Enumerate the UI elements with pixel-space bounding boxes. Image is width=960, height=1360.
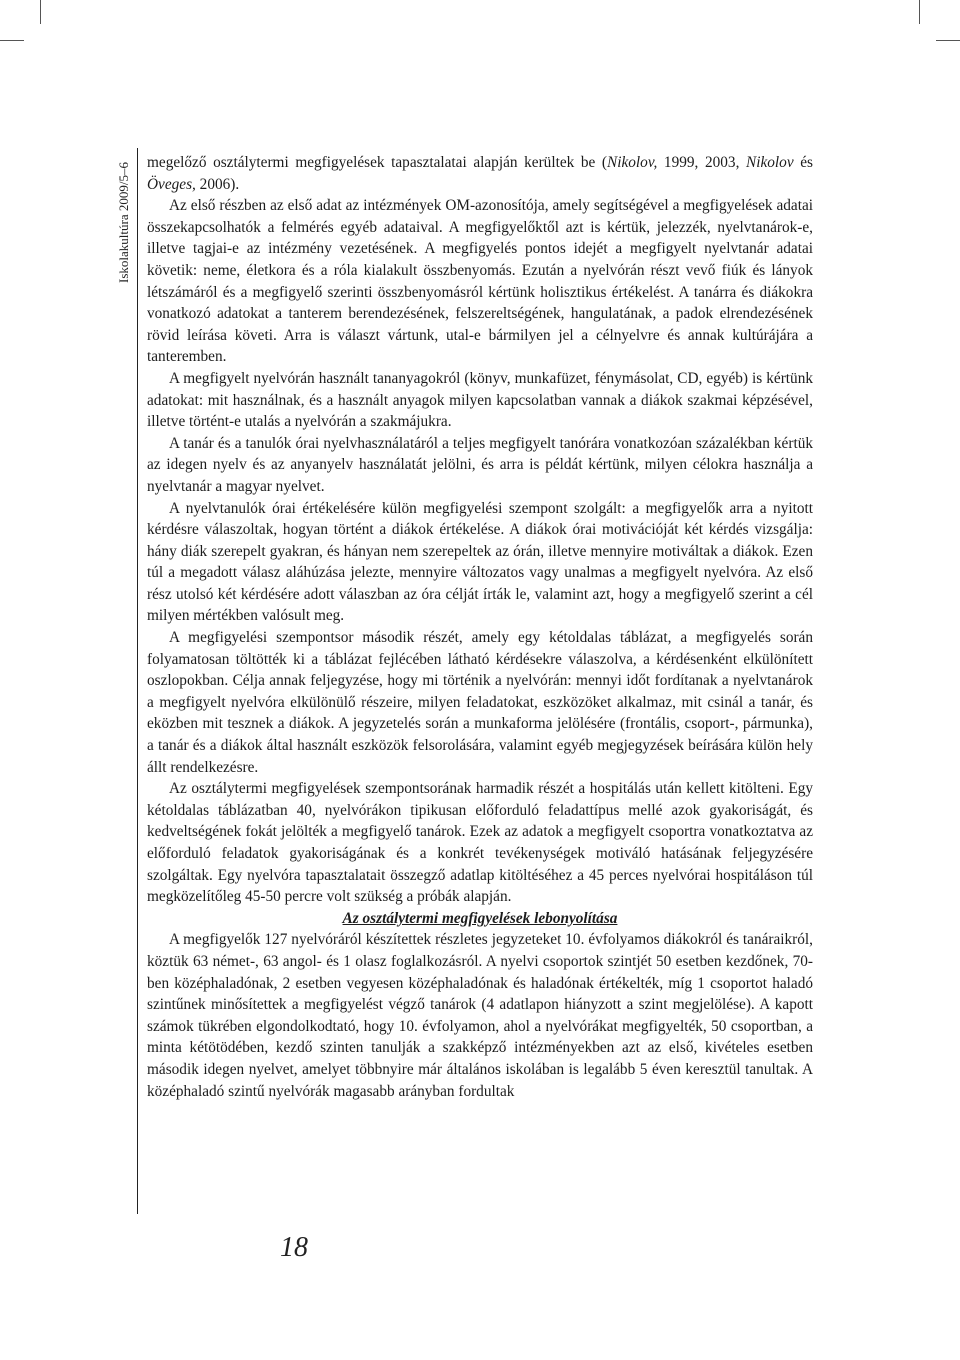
paragraph: megelőző osztálytermi megfigyelések tapasztalatai alapján kerültek be (Nikolov, 1999, 2003, Nikolov és Öveges, 2006). xyxy=(147,154,813,193)
crop-mark-top-right-vertical xyxy=(919,0,920,24)
running-head: Iskolakultúra 2009/5–6 xyxy=(116,162,131,283)
paragraph: A megfigyelők 127 nyelvóráról készítettek részletes jegyzeteket 10. évfolyamos diákokról és tanáraikról, köztük 63 német-, 63 angol- és 1 olasz foglalkozásról. A nyelvi csoportok szintjét 50 esetben kezdőnek, 70-ben középhaladónak, 2 esetben vegyesen középhaladónak és haladónak értékelték, míg 1 csoportot haladó szintűnek minősítettek a megfigyelést végző tanárok (4 adatlapon hiányzott a szint megjelölése). A kapott számok tükrében elgondolkodtató, hogy 10. évfolyamon, ahol a nyelvórákat megfigyelték, 50 csoportban, a minta kétötödében, kezdő szinten tanulják a szakképző intézményekben azt az első, kivételes esetben második idegen nyelvet, amelyet többnyire már általános iskolában is legalább 5 éven keresztül tanultak. A középhaladó szintű nyelvórák magasabb arányban fordultak xyxy=(147,931,813,1100)
page-number: 18 xyxy=(280,1232,308,1263)
paragraph: A tanár és a tanulók órai nyelvhasználatáról a teljes megfigyelt tanórára vonatkozóan százalékban kértük az idegen nyelv és az anyanyelv használatát jelölni, és arra is példát kértünk, milyen célokra használja a nyelvtanár a magyar nyelvet. xyxy=(147,434,813,495)
section-heading: Az osztálytermi megfigyelések lebonyolítása xyxy=(342,909,618,927)
margin-rule xyxy=(137,148,138,1214)
paragraph: A megfigyelési szempontsor második részét, amely egy kétoldalas táblázat, a megfigyelés során folyamatosan töltötték ki a táblázat fejlécében látható kérdésekre válaszolva, a kérdésenként elkülönített oszlopokban. Célja annak feljegyzése, hogy mi történik a nyelvórán: mennyi időt fordítanak a nyelvtanárok a megfigyelt nyelvóra elkülönülő részeire, milyen feladatokat, eszközöket alkalmaz, mit csinál a tanár, és eközben mit tesznek a diákok. A jegyzetelés során a munkaforma jelölésére (frontális, csoport-, pármunka), a tanár és a diákok által használt eszközök felsorolására, valamint egyéb megjegyzések beírására külön hely állt rendelkezésre. xyxy=(147,629,813,776)
paragraph: Az osztálytermi megfigyelések szempontsorának harmadik részét a hospitálás után kellett kitölteni. Egy kétoldalas táblázatban 40, nyelvórákon tipikusan előforduló feladattípus mellé azok gyakoriságát, és kedveltségének fokát jelölték a megfigyelő tanárok. Ezek az adatok a megfigyelt csoportra vonatkoztatva az előforduló feladatok gyakoriságának és a konkrét tevékenységek motiváló hatásának feljegyzésére szolgáltak. Egy nyelvóra tapasztalatait összegző adatlap kitöltéséhez a 45 perces nyelvórai hospitáláson túl megközelítőleg 45-50 percre volt szükség a próbák alapján. xyxy=(147,780,813,906)
article-body xyxy=(147,152,813,1102)
paragraph: Az első részben az első adat az intézmények OM-azonosítója, amely segítségével a megfigyelések adatai összekapcsolhatók a felmérés egyéb adataival. A megfigyelőktől azt is kértük, jelezzék, nyelvtanárok-e, illetve tagjai-e az intézmény vezetésének. A megfigyelés pontos idejét a megfigyelt nyelvtanár adatai követik: neme, életkora és a róla kialakult összbenyomás. Ezután a nyelvórán részt vevő fiúk és lányok létszámáról és a megfigyelő szerinti összbenyomásról kértünk holisztikus értékelést. A tanárra és diákokra vonatkozó adatokat a tanterem berendezésének, felszereltségének, hangulatának, a padok elrendezésének rövid leírása követi. Arra is választ vártunk, utal-e bármilyen jel a célnyelvre és annak kultúrájára a tanteremben. xyxy=(147,197,813,366)
crop-mark-top-right-horizontal xyxy=(936,40,960,41)
crop-mark-top-left-vertical xyxy=(40,0,41,24)
paragraph: A nyelvtanulók órai értékelésére külön megfigyelési szempont szolgált: a megfigyelők arra a nyitott kérdésre válaszoltak, hogyan történt a diákok értékelése. A diákok órai motivációját két kérdés vizsgálja: hány diák szerepelt gyakran, és hányan nem szerepeltek az órán, illetve mennyire motiváltak a diákok. Ezen túl a megadott válasz aláhúzása jelezte, mennyire változatos vagy unalmas a megfigyelt nyelvóra. Az első rész utolsó két kérdésére adott válaszban az óra célját írták le, valamint azt, hogy a megfigyelő szerint a cél milyen mértékben valósult meg. xyxy=(147,499,813,625)
crop-mark-top-left-horizontal xyxy=(0,40,24,41)
paragraph: A megfigyelt nyelvórán használt tananyagokról (könyv, munkafüzet, fénymásolat, CD, egyéb) is kértünk adatokat: mit használnak, és a használt anyagok milyen kapcsolatban vannak a diákok szakmai képzésével, illetve történt-e utalás a nyelvórán a szakmájukra. xyxy=(147,369,813,431)
